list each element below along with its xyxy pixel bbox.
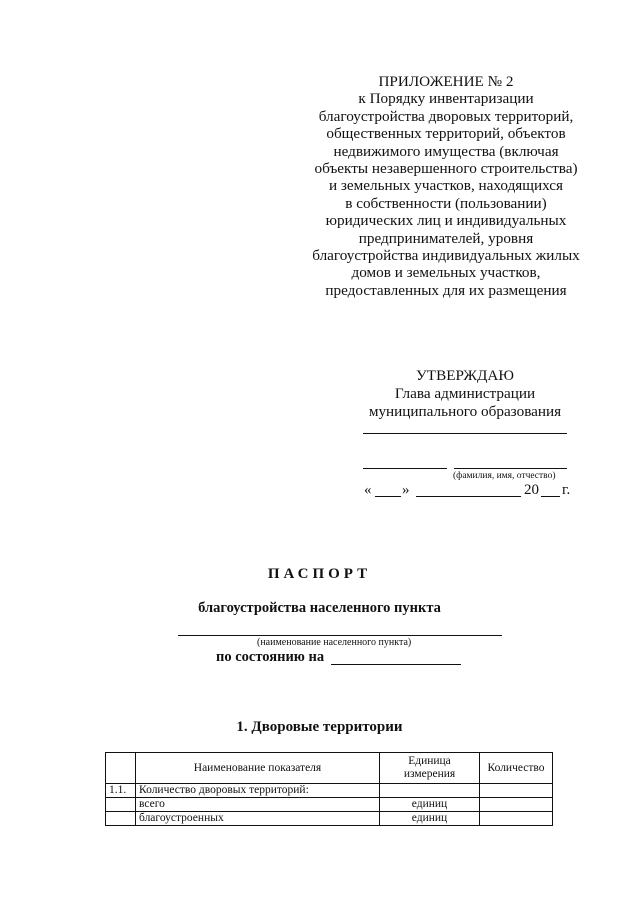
locality-name-hint: (наименование населенного пункта) [257, 637, 412, 648]
table-row [106, 784, 553, 798]
column-header-name: Наименование показателя [136, 753, 380, 784]
section-title: 1. Дворовые территории [236, 719, 403, 735]
state-date-blank [331, 664, 461, 665]
approval-heading: УТВЕРЖДАЮ [416, 367, 514, 384]
date-open-quote: « [364, 482, 372, 498]
appendix-text-line: объекты незавершенного строительства) [314, 160, 578, 178]
locality-name-blank [178, 635, 502, 636]
year-suffix: г. [562, 482, 571, 498]
approval-position-line: Глава администрации [394, 385, 536, 402]
appendix-text-line: благоустройства индивидуальных жилых [312, 247, 580, 265]
row-number [106, 812, 136, 826]
signature-blank [363, 468, 447, 469]
column-header-quantity: Количество [480, 753, 553, 784]
day-blank [375, 496, 401, 497]
year-blank [541, 496, 560, 497]
appendix-title: ПРИЛОЖЕНИЕ № 2 [378, 73, 514, 90]
passport-title: ПАСПОРТ [267, 566, 372, 582]
appendix-text-line: к Порядку инвентаризации [358, 90, 534, 108]
date-close-quote: » [402, 482, 410, 498]
state-as-of-label: по состоянию на [216, 649, 325, 665]
table-row [106, 798, 553, 812]
appendix-text-line: благоустройства дворовых территорий, [318, 107, 574, 125]
appendix-text-line: общественных территорий, объектов [326, 125, 566, 143]
month-blank [416, 496, 521, 497]
full-name-blank [454, 468, 567, 469]
row-unit: единиц [380, 812, 480, 826]
appendix-text-line: домов и земельных участков, [351, 264, 541, 282]
appendix-text-line: и земельных участков, находящихся [328, 177, 564, 195]
approval-date [364, 482, 574, 500]
row-name: благоустроенных [136, 812, 380, 826]
full-name-hint: (фамилия, имя, отчество) [453, 471, 556, 481]
row-number: 1.1. [106, 784, 136, 798]
approver-position-blank [363, 433, 567, 434]
table-row [106, 812, 553, 826]
row-quantity [480, 798, 553, 812]
row-name: всего [136, 798, 380, 812]
column-header-number [106, 753, 136, 784]
approval-block [340, 367, 590, 421]
year-prefix: 20 [524, 482, 539, 498]
approval-position-line: муниципального образования [368, 403, 562, 420]
appendix-text-line: в собственности (пользовании) [345, 194, 547, 212]
column-header-unit-line: измерения [403, 768, 456, 780]
row-name: Количество дворовых территорий: [136, 784, 380, 798]
row-unit: единиц [380, 798, 480, 812]
column-header-unit [380, 753, 480, 784]
appendix-header [300, 73, 592, 299]
row-unit [380, 784, 480, 798]
column-header-unit-line: Единица [408, 755, 451, 767]
row-quantity [480, 784, 553, 798]
appendix-text-line: юридических лиц и индивидуальных [325, 212, 567, 230]
passport-subtitle: благоустройства населенного пункта [198, 600, 441, 616]
appendix-text-line: предпринимателей, уровня [358, 229, 534, 247]
row-quantity [480, 812, 553, 826]
appendix-text-line: предоставленных для их размещения [325, 281, 567, 299]
indicators-table [105, 752, 553, 826]
row-number [106, 798, 136, 812]
table-header-row [106, 753, 553, 784]
appendix-text-line: недвижимого имущества (включая [333, 142, 559, 160]
